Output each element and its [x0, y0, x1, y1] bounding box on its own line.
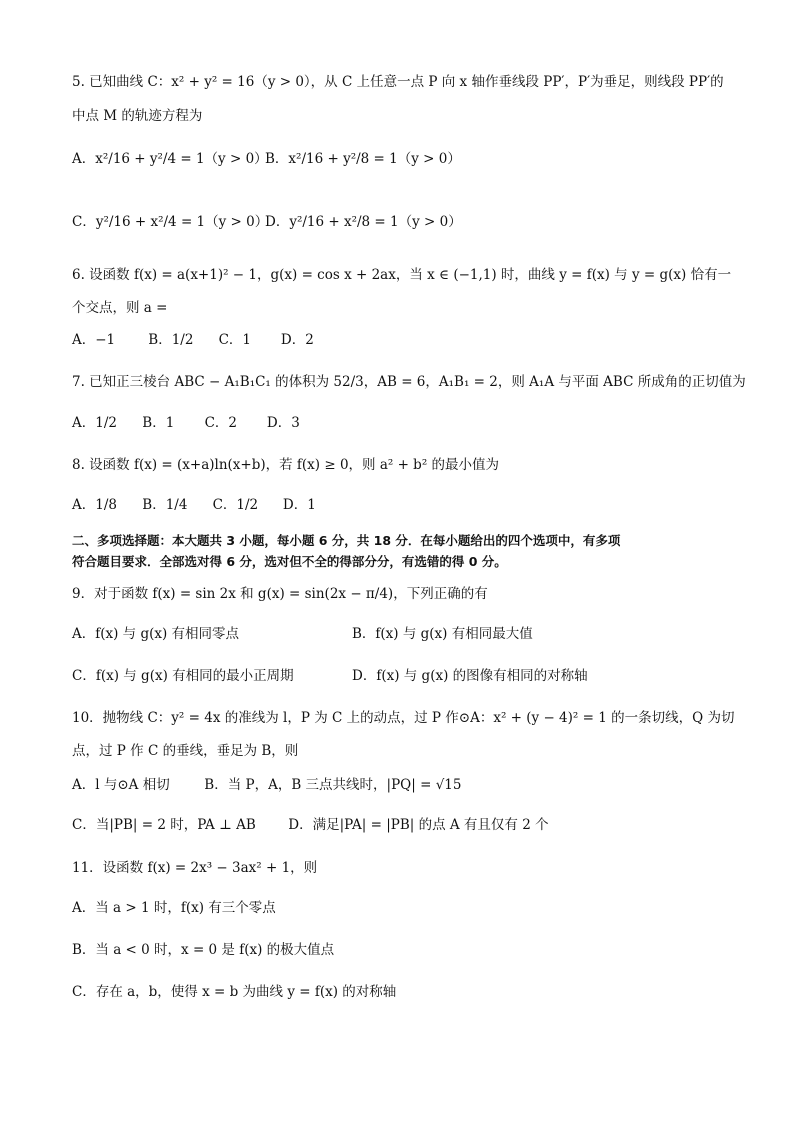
- q11-option-a: A．当 a > 1 时，f(x) 有三个零点: [72, 900, 276, 916]
- q11-option-b: B．当 a < 0 时，x = 0 是 f(x) 的极大值点: [72, 942, 335, 958]
- section2-heading-line1: 二、多项选择题：本大题共 3 小题，每小题 6 分，共 18 分．在每小题给出的四个选项中，有多项: [72, 533, 621, 548]
- q5-option-c: C．y²/16 + x²/4 = 1（y > 0）: [72, 214, 269, 230]
- q10-option-b: B．当 P，A，B 三点共线时，|PQ| = √15: [204, 777, 462, 793]
- q7-stem-line1: 7. 已知正三棱台 ABC − A₁B₁C₁ 的体积为 52/3，AB = 6，A₁B₁ = 2，则 A₁A 与平面 ABC 所成角的正切值为: [72, 374, 746, 390]
- section2-heading-line2: 符合题目要求．全部选对得 6 分，选对但不全的得部分分，有选错的得 0 分。: [72, 554, 507, 569]
- q6-option-c: C．1: [218, 332, 252, 348]
- q5-stem-line2: 中点 M 的轨迹方程为: [72, 108, 203, 124]
- q7-option-d: D．3: [266, 415, 300, 431]
- q8-option-d: D．1: [282, 497, 316, 513]
- q9-option-d: D．f(x) 与 g(x) 的图像有相同的对称轴: [352, 668, 588, 684]
- q9-stem-line1: 9．对于函数 f(x) = sin 2x 和 g(x) = sin(2x − π/4)，下列正确的有: [72, 586, 488, 602]
- q10-option-d: D．满足|PA| = |PB| 的点 A 有且仅有 2 个: [288, 817, 549, 833]
- q10-option-c: C．当|PB| = 2 时，PA ⊥ AB: [72, 817, 256, 833]
- q8-option-a: A．1/8: [72, 497, 117, 513]
- q10-options-row1: [72, 775, 461, 795]
- q10-stem-line1: 10．抛物线 C：y² = 4x 的准线为 l，P 为 C 上的动点，过 P 作⊙A：x² + (y − 4)² = 1 的一条切线，Q 为切: [72, 710, 735, 726]
- q7-option-a: A．1/2: [72, 415, 117, 431]
- q8-options: [72, 495, 316, 515]
- q11-option-c: C．存在 a，b，使得 x = b 为曲线 y = f(x) 的对称轴: [72, 984, 397, 1000]
- q6-stem-line1: 6. 设函数 f(x) = a(x+1)² − 1，g(x) = cos x + 2ax，当 x ∈ (−1,1) 时，曲线 y = f(x) 与 y = g(x) 恰有一: [72, 267, 732, 283]
- q5-option-b: B．x²/16 + y²/8 = 1（y > 0）: [265, 151, 461, 167]
- q8-option-b: B．1/4: [142, 497, 188, 513]
- q8-stem-line1: 8. 设函数 f(x) = (x+a)ln(x+b)，若 f(x) ≥ 0，则 a² + b² 的最小值为: [72, 457, 500, 473]
- q9-option-a: A．f(x) 与 g(x) 有相同零点: [72, 626, 240, 642]
- q6-option-b: B．1/2: [148, 332, 194, 348]
- q6-stem-line2: 个交点，则 a =: [72, 300, 168, 316]
- q10-options-row2: [72, 815, 549, 835]
- q6-options: [72, 330, 314, 350]
- q7-options: [72, 413, 300, 433]
- q5-stem-line1: 5. 已知曲线 C：x² + y² = 16（y > 0），从 C 上任意一点 P 向 x 轴作垂线段 PP′，P′为垂足，则线段 PP′的: [72, 74, 724, 90]
- q7-option-b: B．1: [142, 415, 175, 431]
- q10-stem-line2: 点，过 P 作 C 的垂线，垂足为 B，则: [72, 743, 299, 759]
- q6-option-a: A．−1: [72, 332, 116, 348]
- q9-option-c: C．f(x) 与 g(x) 有相同的最小正周期: [72, 668, 294, 684]
- q10-option-a: A．l 与⊙A 相切: [72, 777, 170, 793]
- q5-option-d: D．y²/16 + x²/8 = 1（y > 0）: [265, 214, 462, 230]
- q7-option-c: C．2: [204, 415, 238, 431]
- q5-option-a: A．x²/16 + y²/4 = 1（y > 0）: [72, 151, 268, 167]
- q8-option-c: C．1/2: [212, 497, 259, 513]
- q9-option-b: B．f(x) 与 g(x) 有相同最大值: [352, 626, 533, 642]
- q6-option-d: D．2: [280, 332, 314, 348]
- q11-stem-line1: 11．设函数 f(x) = 2x³ − 3ax² + 1，则: [72, 860, 318, 876]
